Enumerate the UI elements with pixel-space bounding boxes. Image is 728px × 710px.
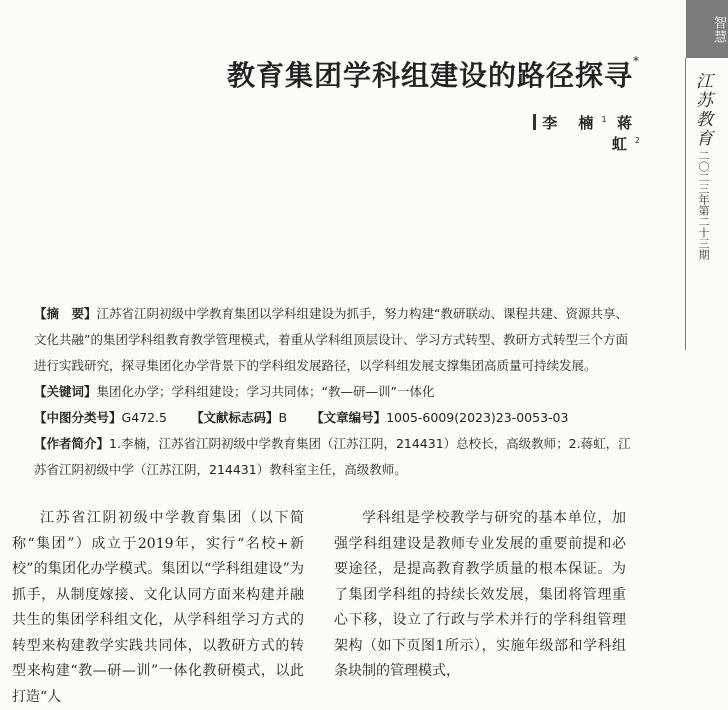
journal-name: 江苏教育: [692, 72, 712, 148]
keywords: [12, 379, 632, 405]
article-title: [140, 54, 640, 94]
abstract-text: 江苏省江阴初级中学教育集团以学科组建设为抓手，努力构建“教研联动、课程共建、资源共享、文化共融”的集团学科组教育教学管理模式，着重从学科组顶层设计、学习方式转型、教研方式转型三个方面进行实践研究，探寻集团化办学背景下的学科组发展路径，以学科组发展支撑集团高质量可持续发展。: [34, 306, 628, 373]
body-column-left: [12, 506, 304, 710]
author-2: 蒋 虹: [611, 114, 640, 153]
margin-rule: [685, 58, 686, 350]
author-1-sup: 1: [601, 115, 607, 124]
classification-row: [12, 405, 632, 431]
keywords-text: 集团化办学；学科组建设；学习共同体；“教—研—训”一体化: [96, 384, 435, 399]
section-tab: 智慧: [686, 0, 728, 58]
title-text: 教育集团学科组建设的路径探寻: [226, 59, 633, 92]
journal-issue: 二〇二三年第二十三期: [697, 150, 710, 260]
clc-value: G472.5: [121, 410, 167, 425]
author-1: 李 楠: [542, 114, 602, 132]
author-2-sup: 2: [634, 136, 640, 145]
doc-code-value: B: [278, 410, 288, 425]
author-info: [12, 431, 632, 483]
abstract: [12, 301, 632, 379]
author-line: [500, 112, 640, 154]
article-number-label: 【文章编号】: [311, 410, 387, 425]
abstract-label: 【摘 要】: [34, 306, 97, 321]
keywords-label: 【关键词】: [34, 384, 97, 399]
abstract-block: [12, 301, 632, 483]
body-paragraph: 江苏省江阴初级中学教育集团（以下简称“集团”）成立于2019年，实行“名校+新校”的集团化办学模式。集团以“学科组建设”为抓手，从制度嫁接、文化认同方面来构建并融共生的集团学科组文化，从学科组学习方式的转型来构建教学实践共同体，以教研方式的转型来构建“教—研—训”一体化教研模式，以此打造“人: [12, 510, 304, 705]
author-info-text: 1.李楠，江苏省江阴初级中学教育集团（江苏江阴，214431）总校长，高级教师；2.蒋虹，江苏省江阴初级中学（江苏江阴，214431）教科室主任，高级教师。: [34, 436, 631, 477]
author-bar: [533, 114, 536, 130]
body-column-right: [334, 506, 626, 685]
body-paragraph: 学科组是学校教学与研究的基本单位，加强学科组建设是教师专业发展的重要前提和必要途径，是提高教育教学质量的根本保证。为了集团学科组的持续长效发展，集团将管理重心下移，设立了行政与学术并行的学科组管理架构（如下页图1所示），实施年级部和学科组条块制的管理模式，: [334, 510, 626, 679]
article-number-value: 1005-6009(2023)23-0053-03: [386, 410, 569, 425]
doc-code-label: 【文献标志码】: [191, 410, 279, 425]
title-footnote-mark: *: [633, 54, 640, 68]
clc-label: 【中图分类号】: [34, 410, 122, 425]
author-info-label: 【作者简介】: [34, 436, 110, 451]
